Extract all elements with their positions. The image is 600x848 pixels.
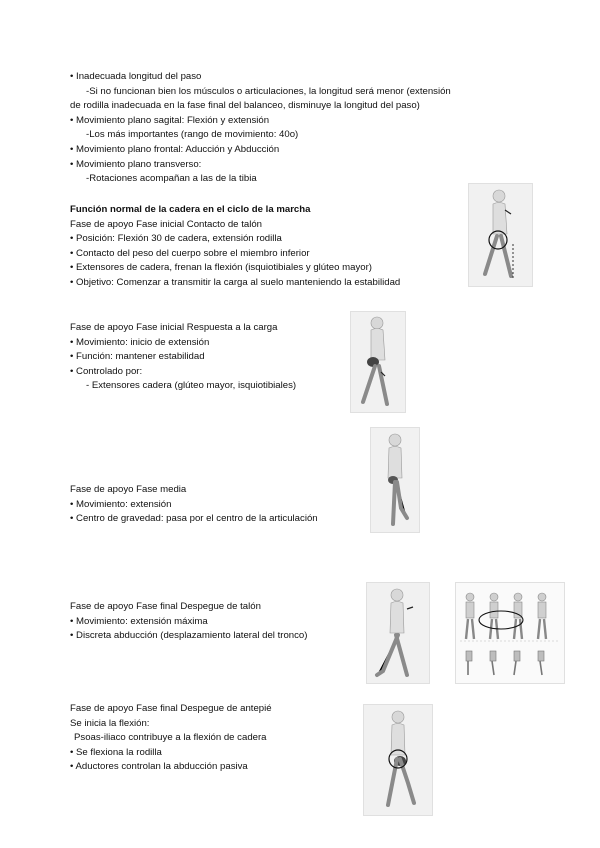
phase-label: Fase de apoyo Fase media <box>70 484 187 495</box>
intro-line: de rodilla inadecuada en la fase final del balanceo, disminuye la longitud del paso) <box>70 100 420 112</box>
intro-line: • Movimiento plano frontal: Aducción y Abducción <box>70 143 280 155</box>
section-mid-stance <box>70 483 530 527</box>
intro-line: • Movimiento plano transverso: <box>70 158 202 170</box>
list-item: • Movimiento: extensión máxima <box>70 615 208 627</box>
list-item: • Movimiento: extensión <box>70 498 172 510</box>
list-item: • Se flexiona la rodilla <box>70 746 162 758</box>
intro-line: -Los más importantes (rango de movimiento: 40o) <box>86 129 299 141</box>
gait-figure-heel-off <box>366 582 430 684</box>
intro-line: -Rotaciones acompañan a las de la tibia <box>86 173 257 185</box>
gait-figure-frontal-sequence <box>455 582 565 684</box>
gait-figure-loading-response <box>350 311 406 413</box>
phase-label: Fase de apoyo Fase inicial Contacto de talón <box>70 218 262 230</box>
list-item: • Aductores controlan la abducción pasiva <box>70 761 248 773</box>
section-forefoot-off <box>70 702 530 775</box>
gait-figure-heel-contact <box>468 183 533 287</box>
section-loading-response <box>70 321 530 394</box>
gait-figure-forefoot-off <box>363 704 433 816</box>
list-item: • Contacto del peso del cuerpo sobre el miembro inferior <box>70 247 310 259</box>
intro-block <box>70 70 530 187</box>
text-line: Se inicia la flexión: <box>70 717 150 729</box>
phase-label: Fase de apoyo Fase final Despegue de antepié <box>70 703 272 714</box>
phase-label: Fase de apoyo Fase final Despegue de talón <box>70 601 261 612</box>
intro-line: -Si no funcionan bien los músculos o articulaciones, la longitud será menor (extensión <box>86 85 451 97</box>
text-line: Psoas-iliaco contribuye a la flexión de cadera <box>74 732 267 744</box>
list-item: • Discreta abducción (desplazamiento lateral del tronco) <box>70 630 308 642</box>
list-item: • Extensores de cadera, frenan la flexión (isquiotibiales y glúteo mayor) <box>70 262 372 274</box>
list-item: • Posición: Flexión 30 de cadera, extensión rodilla <box>70 233 282 245</box>
section-heading: Función normal de la cadera en el ciclo de la marcha <box>70 204 311 215</box>
list-item: • Movimiento: inicio de extensión <box>70 336 210 348</box>
list-item: - Extensores cadera (glúteo mayor, isquiotibiales) <box>86 380 297 392</box>
intro-line: • Movimiento plano sagital: Flexión y extensión <box>70 114 270 126</box>
list-item: • Centro de gravedad: pasa por el centro de la articulación <box>70 513 318 525</box>
intro-line: • Inadecuada longitud del paso <box>70 71 202 82</box>
list-item: • Objetivo: Comenzar a transmitir la carga al suelo manteniendo la estabilidad <box>70 276 401 288</box>
section-heel-contact <box>70 203 530 291</box>
list-item: • Función: mantener estabilidad <box>70 351 205 363</box>
gait-figure-mid-stance <box>370 427 420 533</box>
list-item: • Controlado por: <box>70 365 143 377</box>
phase-label: Fase de apoyo Fase inicial Respuesta a la carga <box>70 322 278 333</box>
